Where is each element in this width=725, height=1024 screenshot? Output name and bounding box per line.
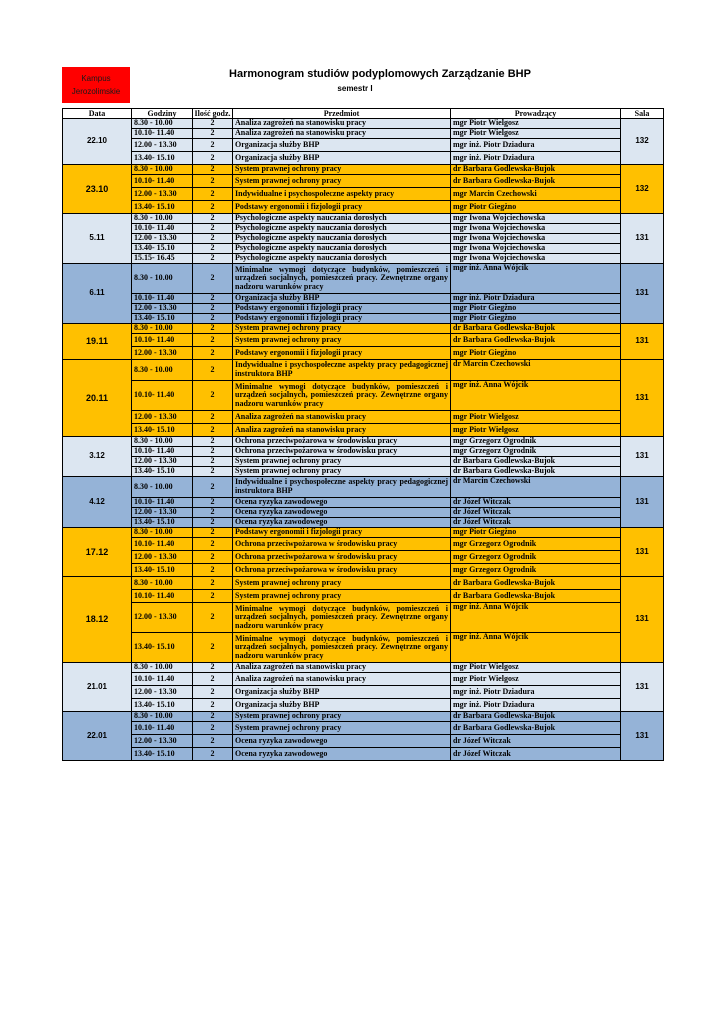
subject-cell: Ocena ryzyka zawodowego bbox=[233, 735, 451, 748]
hours-cell: 2 bbox=[193, 699, 233, 712]
hours-cell: 2 bbox=[193, 152, 233, 165]
subject-cell: System prawnej ochrony pracy bbox=[233, 590, 451, 603]
hours-cell: 2 bbox=[193, 590, 233, 603]
subject-cell: Psychologiczne aspekty nauczania dorosłych bbox=[233, 244, 451, 254]
time-cell: 12.00 - 13.30 bbox=[132, 508, 193, 518]
teacher-cell: mgr Piotr Wielgosz bbox=[451, 411, 621, 424]
teacher-cell: dr Józef Witczak bbox=[451, 748, 621, 761]
hours-cell: 2 bbox=[193, 214, 233, 224]
time-cell: 10.10- 11.40 bbox=[132, 447, 193, 457]
hours-cell: 2 bbox=[193, 518, 233, 528]
room-cell: 131 bbox=[621, 264, 664, 324]
table-row bbox=[63, 748, 664, 761]
teacher-cell: mgr Grzegorz Ogrodnik bbox=[451, 551, 621, 564]
time-cell: 12.00 - 13.30 bbox=[132, 347, 193, 360]
teacher-cell: mgr Piotr Wielgosz bbox=[451, 119, 621, 129]
teacher-cell: mgr inż. Piotr Dziadura bbox=[451, 294, 621, 304]
time-cell: 10.10- 11.40 bbox=[132, 722, 193, 735]
teacher-cell: dr Barbara Godlewska-Bujok bbox=[451, 712, 621, 722]
teacher-cell: dr Barbara Godlewska-Bujok bbox=[451, 722, 621, 735]
teacher-cell: mgr Piotr Giegżno bbox=[451, 304, 621, 314]
table-row bbox=[63, 424, 664, 437]
time-cell: 12.00 - 13.30 bbox=[132, 551, 193, 564]
hours-cell: 2 bbox=[193, 437, 233, 447]
hours-cell: 2 bbox=[193, 633, 233, 663]
subject-cell: Indywidualne i psychospołeczne aspekty pracy pedagogicznej instruktora BHP bbox=[233, 477, 451, 498]
table-row bbox=[63, 294, 664, 304]
teacher-cell: mgr Piotr Wielgosz bbox=[451, 424, 621, 437]
teacher-cell: dr Marcin Czechowski bbox=[451, 360, 621, 381]
time-cell: 8.30 - 10.00 bbox=[132, 360, 193, 381]
teacher-cell: dr Barbara Godlewska-Bujok bbox=[451, 334, 621, 347]
hours-cell: 2 bbox=[193, 139, 233, 152]
schedule-table bbox=[62, 108, 664, 761]
subject-cell: Analiza zagrożeń na stanowisku pracy bbox=[233, 119, 451, 129]
table-row bbox=[63, 188, 664, 201]
teacher-cell: mgr Piotr Giegżno bbox=[451, 528, 621, 538]
time-cell: 12.00 - 13.30 bbox=[132, 304, 193, 314]
table-row bbox=[63, 314, 664, 324]
subject-cell: System prawnej ochrony pracy bbox=[233, 712, 451, 722]
table-row bbox=[63, 722, 664, 735]
date-cell: 23.10 bbox=[63, 165, 132, 214]
hours-cell: 2 bbox=[193, 748, 233, 761]
page-title: Harmonogram studiów podyplomowych Zarządzanie BHP bbox=[229, 68, 531, 80]
time-cell: 10.10- 11.40 bbox=[132, 334, 193, 347]
time-cell: 8.30 - 10.00 bbox=[132, 165, 193, 175]
subject-cell: Minimalne wymogi dotyczące budynków, pomieszczeń i urządzeń socjalnych, pomieszczeń pracy. Zewnętrzne organy nadzoru warunków pracy bbox=[233, 603, 451, 633]
hours-cell: 2 bbox=[193, 577, 233, 590]
time-cell: 12.00 - 13.30 bbox=[132, 686, 193, 699]
time-cell: 12.00 - 13.30 bbox=[132, 234, 193, 244]
teacher-cell: dr Barbara Godlewska-Bujok bbox=[451, 175, 621, 188]
table-row bbox=[63, 447, 664, 457]
time-cell: 10.10- 11.40 bbox=[132, 673, 193, 686]
time-cell: 10.10- 11.40 bbox=[132, 590, 193, 603]
subject-cell: Analiza zagrożeń na stanowisku pracy bbox=[233, 411, 451, 424]
subject-cell: Ochrona przeciwpożarowa w środowisku pracy bbox=[233, 551, 451, 564]
campus-badge bbox=[62, 67, 130, 103]
date-cell: 22.01 bbox=[63, 712, 132, 761]
hours-cell: 2 bbox=[193, 224, 233, 234]
teacher-cell: mgr inż. Anna Wójcik bbox=[451, 381, 621, 411]
teacher-cell: mgr inż. Anna Wójcik bbox=[451, 264, 621, 294]
subject-cell: Ocena ryzyka zawodowego bbox=[233, 518, 451, 528]
table-row bbox=[63, 411, 664, 424]
subject-cell: Ochrona przeciwpożarowa w środowisku pracy bbox=[233, 564, 451, 577]
hours-cell: 2 bbox=[193, 324, 233, 334]
table-row bbox=[63, 735, 664, 748]
time-cell: 13.40- 15.10 bbox=[132, 518, 193, 528]
hours-cell: 2 bbox=[193, 735, 233, 748]
teacher-cell: mgr Grzegorz Ogrodnik bbox=[451, 538, 621, 551]
time-cell: 13.40- 15.10 bbox=[132, 152, 193, 165]
date-cell: 19.11 bbox=[63, 324, 132, 360]
hours-cell: 2 bbox=[193, 294, 233, 304]
subject-cell: Organizacja służby BHP bbox=[233, 699, 451, 712]
teacher-cell: dr Józef Witczak bbox=[451, 518, 621, 528]
hours-cell: 2 bbox=[193, 498, 233, 508]
table-row bbox=[63, 264, 664, 294]
subject-cell: Organizacja służby BHP bbox=[233, 139, 451, 152]
subject-cell: Podstawy ergonomii i fizjologii pracy bbox=[233, 528, 451, 538]
hours-cell: 2 bbox=[193, 508, 233, 518]
date-cell: 18.12 bbox=[63, 577, 132, 663]
hours-cell: 2 bbox=[193, 457, 233, 467]
subject-cell: Ochrona przeciwpożarowa w środowisku pracy bbox=[233, 447, 451, 457]
room-cell: 131 bbox=[621, 528, 664, 577]
header-room: Sala bbox=[621, 109, 664, 119]
table-row bbox=[63, 528, 664, 538]
hours-cell: 2 bbox=[193, 673, 233, 686]
table-row bbox=[63, 467, 664, 477]
teacher-cell: mgr Iwona Wojciechowska bbox=[451, 244, 621, 254]
teacher-cell: dr Barbara Godlewska-Bujok bbox=[451, 467, 621, 477]
subject-cell: System prawnej ochrony pracy bbox=[233, 324, 451, 334]
teacher-cell: dr Barbara Godlewska-Bujok bbox=[451, 165, 621, 175]
hours-cell: 2 bbox=[193, 551, 233, 564]
subject-cell: Analiza zagrożeń na stanowisku pracy bbox=[233, 129, 451, 139]
time-cell: 12.00 - 13.30 bbox=[132, 139, 193, 152]
teacher-cell: mgr inż. Piotr Dziadura bbox=[451, 699, 621, 712]
subject-cell: Analiza zagrożeń na stanowisku pracy bbox=[233, 673, 451, 686]
teacher-cell: mgr Piotr Giegżno bbox=[451, 347, 621, 360]
time-cell: 12.00 - 13.30 bbox=[132, 603, 193, 633]
time-cell: 8.30 - 10.00 bbox=[132, 214, 193, 224]
table-row bbox=[63, 244, 664, 254]
header-hours-count: Ilość godz. bbox=[194, 109, 231, 118]
campus-label-line2: Jerozolimskie bbox=[71, 87, 121, 96]
table-row bbox=[63, 139, 664, 152]
subject-cell: Psychologiczne aspekty nauczania dorosłych bbox=[233, 234, 451, 244]
subject-cell: Minimalne wymogi dotyczące budynków, pomieszczeń i urządzeń socjalnych, pomieszczeń pracy. Zewnętrzne organy nadzoru warunków pracy bbox=[233, 381, 451, 411]
time-cell: 13.40- 15.10 bbox=[132, 564, 193, 577]
subject-cell: Ocena ryzyka zawodowego bbox=[233, 508, 451, 518]
date-cell: 17.12 bbox=[63, 528, 132, 577]
teacher-cell: mgr Grzegorz Ogrodnik bbox=[451, 564, 621, 577]
subject-cell: Podstawy ergonomii i fizjologii pracy bbox=[233, 304, 451, 314]
hours-cell: 2 bbox=[193, 129, 233, 139]
room-cell: 131 bbox=[621, 577, 664, 663]
hours-cell: 2 bbox=[193, 564, 233, 577]
page-subtitle: semestr I bbox=[337, 84, 373, 93]
subject-cell: Minimalne wymogi dotyczące budynków, pomieszczeń i urządzeń socjalnych, pomieszczeń pracy. Zewnętrzne organy nadzoru warunków pracy bbox=[233, 264, 451, 294]
teacher-cell: mgr Iwona Wojciechowska bbox=[451, 224, 621, 234]
date-cell: 22.10 bbox=[63, 119, 132, 165]
teacher-cell: dr Józef Witczak bbox=[451, 498, 621, 508]
hours-cell: 2 bbox=[193, 314, 233, 324]
table-row bbox=[63, 538, 664, 551]
teacher-cell: dr Marcin Czechowski bbox=[451, 477, 621, 498]
table-row bbox=[63, 381, 664, 411]
room-cell: 131 bbox=[621, 437, 664, 477]
time-cell: 13.40- 15.10 bbox=[132, 467, 193, 477]
header-subject: Przedmiot bbox=[233, 109, 451, 119]
table-row bbox=[63, 324, 664, 334]
time-cell: 10.10- 11.40 bbox=[132, 498, 193, 508]
time-cell: 8.30 - 10.00 bbox=[132, 264, 193, 294]
table-row bbox=[63, 590, 664, 603]
table-row bbox=[63, 498, 664, 508]
table-row bbox=[63, 334, 664, 347]
hours-cell: 2 bbox=[193, 304, 233, 314]
subject-cell: Organizacja służby BHP bbox=[233, 294, 451, 304]
date-cell: 4.12 bbox=[63, 477, 132, 528]
time-cell: 12.00 - 13.30 bbox=[132, 457, 193, 467]
room-cell: 132 bbox=[621, 119, 664, 165]
teacher-cell: dr Barbara Godlewska-Bujok bbox=[451, 457, 621, 467]
room-cell: 131 bbox=[621, 663, 664, 712]
teacher-cell: dr Barbara Godlewska-Bujok bbox=[451, 590, 621, 603]
subject-cell: System prawnej ochrony pracy bbox=[233, 467, 451, 477]
table-row bbox=[63, 119, 664, 129]
date-cell: 5.11 bbox=[63, 214, 132, 264]
subject-cell: Indywidualne i psychospołeczne aspekty pracy bbox=[233, 188, 451, 201]
table-row bbox=[63, 603, 664, 633]
hours-cell: 2 bbox=[193, 424, 233, 437]
teacher-cell: mgr Piotr Wielgosz bbox=[451, 129, 621, 139]
table-row bbox=[63, 224, 664, 234]
hours-cell: 2 bbox=[193, 411, 233, 424]
room-cell: 131 bbox=[621, 477, 664, 528]
teacher-cell: dr Barbara Godlewska-Bujok bbox=[451, 324, 621, 334]
hours-cell: 2 bbox=[193, 447, 233, 457]
room-cell: 131 bbox=[621, 214, 664, 264]
time-cell: 13.40- 15.10 bbox=[132, 244, 193, 254]
header-date: Data bbox=[63, 109, 132, 119]
teacher-cell: mgr Iwona Wojciechowska bbox=[451, 234, 621, 244]
subject-cell: Psychologiczne aspekty nauczania dorosłych bbox=[233, 214, 451, 224]
subject-cell: Ocena ryzyka zawodowego bbox=[233, 498, 451, 508]
teacher-cell: mgr Iwona Wojciechowska bbox=[451, 214, 621, 224]
time-cell: 8.30 - 10.00 bbox=[132, 528, 193, 538]
table-row bbox=[63, 304, 664, 314]
date-cell: 20.11 bbox=[63, 360, 132, 437]
table-row bbox=[63, 201, 664, 214]
date-cell: 21.01 bbox=[63, 663, 132, 712]
subject-cell: System prawnej ochrony pracy bbox=[233, 722, 451, 735]
subject-cell: Analiza zagrożeń na stanowisku pracy bbox=[233, 663, 451, 673]
header-teacher: Prowadzący bbox=[451, 109, 621, 119]
teacher-cell: mgr Piotr Wielgosz bbox=[451, 663, 621, 673]
time-cell: 15.15- 16.45 bbox=[132, 254, 193, 264]
table-row bbox=[63, 214, 664, 224]
time-cell: 8.30 - 10.00 bbox=[132, 577, 193, 590]
table-row bbox=[63, 457, 664, 467]
hours-cell: 2 bbox=[193, 119, 233, 129]
subject-cell: System prawnej ochrony pracy bbox=[233, 175, 451, 188]
schedule-body bbox=[63, 119, 664, 761]
hours-cell: 2 bbox=[193, 722, 233, 735]
room-cell: 132 bbox=[621, 165, 664, 214]
hours-cell: 2 bbox=[193, 264, 233, 294]
time-cell: 10.10- 11.40 bbox=[132, 294, 193, 304]
time-cell: 10.10- 11.40 bbox=[132, 175, 193, 188]
teacher-cell: mgr Grzegorz Ogrodnik bbox=[451, 437, 621, 447]
hours-cell: 2 bbox=[193, 188, 233, 201]
table-row bbox=[63, 152, 664, 165]
time-cell: 8.30 - 10.00 bbox=[132, 437, 193, 447]
teacher-cell: dr Józef Witczak bbox=[451, 508, 621, 518]
table-row bbox=[63, 663, 664, 673]
hours-cell: 2 bbox=[193, 712, 233, 722]
table-row bbox=[63, 518, 664, 528]
subject-cell: Ochrona przeciwpożarowa w środowisku pracy bbox=[233, 538, 451, 551]
time-cell: 8.30 - 10.00 bbox=[132, 477, 193, 498]
teacher-cell: dr Barbara Godlewska-Bujok bbox=[451, 577, 621, 590]
teacher-cell: mgr Piotr Giegżno bbox=[451, 201, 621, 214]
teacher-cell: mgr Piotr Giegżno bbox=[451, 314, 621, 324]
time-cell: 13.40- 15.10 bbox=[132, 633, 193, 663]
table-row bbox=[63, 673, 664, 686]
hours-cell: 2 bbox=[193, 467, 233, 477]
campus-label-line1: Kampus bbox=[81, 74, 111, 83]
time-cell: 13.40- 15.10 bbox=[132, 748, 193, 761]
hours-cell: 2 bbox=[193, 538, 233, 551]
hours-cell: 2 bbox=[193, 381, 233, 411]
time-cell: 8.30 - 10.00 bbox=[132, 712, 193, 722]
table-row bbox=[63, 347, 664, 360]
hours-cell: 2 bbox=[193, 334, 233, 347]
time-cell: 12.00 - 13.30 bbox=[132, 188, 193, 201]
time-cell: 12.00 - 13.30 bbox=[132, 735, 193, 748]
subject-cell: Podstawy ergonomii i fizjologii pracy bbox=[233, 201, 451, 214]
subject-cell: System prawnej ochrony pracy bbox=[233, 165, 451, 175]
table-row bbox=[63, 129, 664, 139]
teacher-cell: mgr Marcin Czechowski bbox=[451, 188, 621, 201]
hours-cell: 2 bbox=[193, 234, 233, 244]
subject-cell: Psychologiczne aspekty nauczania dorosłych bbox=[233, 224, 451, 234]
subject-cell: Analiza zagrożeń na stanowisku pracy bbox=[233, 424, 451, 437]
subject-cell: Podstawy ergonomii i fizjologii pracy bbox=[233, 314, 451, 324]
hours-cell: 2 bbox=[193, 165, 233, 175]
table-row bbox=[63, 234, 664, 244]
hours-cell: 2 bbox=[193, 175, 233, 188]
time-cell: 13.40- 15.10 bbox=[132, 424, 193, 437]
teacher-cell: mgr inż. Piotr Dziadura bbox=[451, 686, 621, 699]
header-row bbox=[63, 109, 664, 119]
table-row bbox=[63, 254, 664, 264]
table-row bbox=[63, 477, 664, 498]
subject-cell: Ochrona przeciwpożarowa w środowisku pracy bbox=[233, 437, 451, 447]
teacher-cell: mgr inż. Piotr Dziadura bbox=[451, 152, 621, 165]
hours-cell: 2 bbox=[193, 663, 233, 673]
hours-cell: 2 bbox=[193, 360, 233, 381]
hours-cell: 2 bbox=[193, 686, 233, 699]
subject-cell: Ocena ryzyka zawodowego bbox=[233, 748, 451, 761]
hours-cell: 2 bbox=[193, 528, 233, 538]
date-cell: 3.12 bbox=[63, 437, 132, 477]
room-cell: 131 bbox=[621, 360, 664, 437]
time-cell: 13.40- 15.10 bbox=[132, 314, 193, 324]
table-row bbox=[63, 360, 664, 381]
hours-cell: 2 bbox=[193, 347, 233, 360]
header-hours-range: Godziny bbox=[132, 109, 193, 119]
hours-cell: 2 bbox=[193, 477, 233, 498]
subject-cell: Organizacja służby BHP bbox=[233, 686, 451, 699]
table-row bbox=[63, 564, 664, 577]
time-cell: 8.30 - 10.00 bbox=[132, 663, 193, 673]
table-row bbox=[63, 175, 664, 188]
table-row bbox=[63, 699, 664, 712]
subject-cell: Indywidualne i psychospołeczne aspekty pracy pedagogicznej instruktora BHP bbox=[233, 360, 451, 381]
table-row bbox=[63, 577, 664, 590]
teacher-cell: mgr inż. Anna Wójcik bbox=[451, 603, 621, 633]
table-row bbox=[63, 165, 664, 175]
table-row bbox=[63, 686, 664, 699]
hours-cell: 2 bbox=[193, 244, 233, 254]
subject-cell: Organizacja służby BHP bbox=[233, 152, 451, 165]
subject-cell: System prawnej ochrony pracy bbox=[233, 334, 451, 347]
time-cell: 10.10- 11.40 bbox=[132, 129, 193, 139]
table-row bbox=[63, 551, 664, 564]
time-cell: 13.40- 15.10 bbox=[132, 201, 193, 214]
hours-cell: 2 bbox=[193, 201, 233, 214]
time-cell: 8.30 - 10.00 bbox=[132, 324, 193, 334]
time-cell: 10.10- 11.40 bbox=[132, 224, 193, 234]
subject-cell: Minimalne wymogi dotyczące budynków, pomieszczeń i urządzeń socjalnych, pomieszczeń pracy. Zewnętrzne organy nadzoru warunków pracy bbox=[233, 633, 451, 663]
teacher-cell: mgr inż. Piotr Dziadura bbox=[451, 139, 621, 152]
teacher-cell: mgr Grzegorz Ogrodnik bbox=[451, 447, 621, 457]
table-row bbox=[63, 437, 664, 447]
table-row bbox=[63, 508, 664, 518]
table-row bbox=[63, 712, 664, 722]
subject-cell: System prawnej ochrony pracy bbox=[233, 457, 451, 467]
table-row bbox=[63, 633, 664, 663]
teacher-cell: mgr Iwona Wojciechowska bbox=[451, 254, 621, 264]
subject-cell: System prawnej ochrony pracy bbox=[233, 577, 451, 590]
teacher-cell: mgr Piotr Wielgosz bbox=[451, 673, 621, 686]
room-cell: 131 bbox=[621, 324, 664, 360]
hours-cell: 2 bbox=[193, 254, 233, 264]
time-cell: 12.00 - 13.30 bbox=[132, 411, 193, 424]
teacher-cell: dr Józef Witczak bbox=[451, 735, 621, 748]
time-cell: 10.10- 11.40 bbox=[132, 381, 193, 411]
subject-cell: Podstawy ergonomii i fizjologii pracy bbox=[233, 347, 451, 360]
time-cell: 13.40- 15.10 bbox=[132, 699, 193, 712]
time-cell: 8.30 - 10.00 bbox=[132, 119, 193, 129]
time-cell: 10.10- 11.40 bbox=[132, 538, 193, 551]
hours-cell: 2 bbox=[193, 603, 233, 633]
teacher-cell: mgr inż. Anna Wójcik bbox=[451, 633, 621, 663]
date-cell: 6.11 bbox=[63, 264, 132, 324]
subject-cell: Psychologiczne aspekty nauczania dorosłych bbox=[233, 254, 451, 264]
room-cell: 131 bbox=[621, 712, 664, 761]
